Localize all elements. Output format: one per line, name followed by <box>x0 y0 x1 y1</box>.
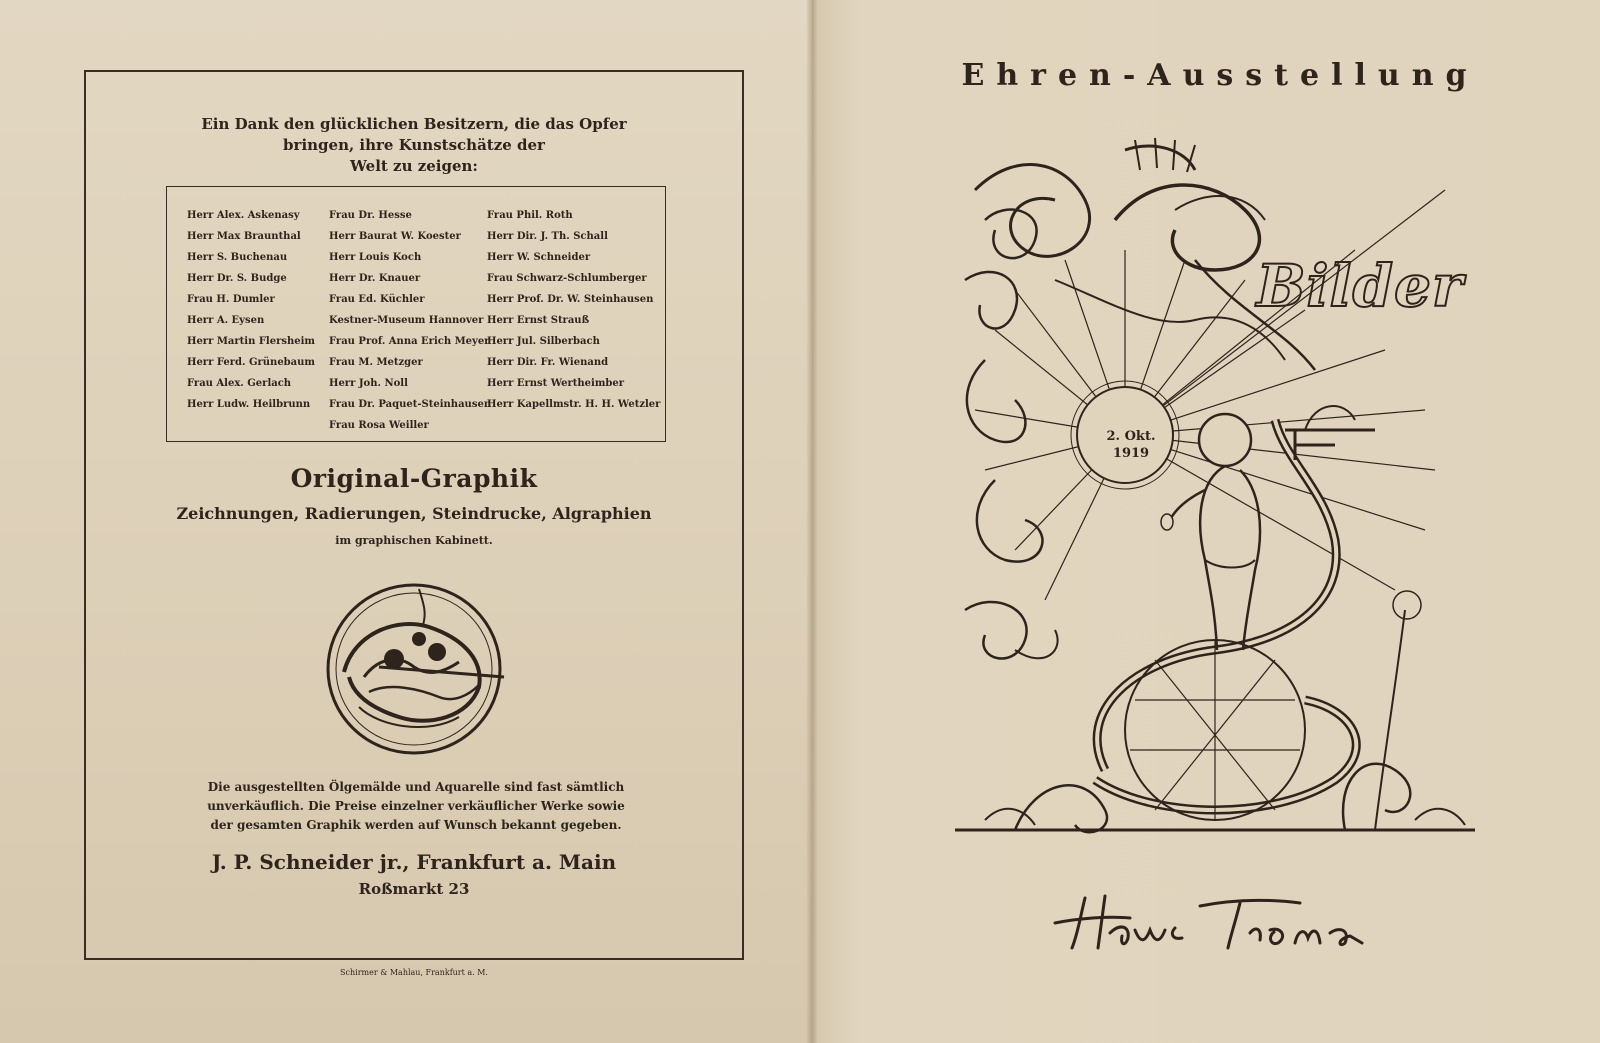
lender-name: Herr Kapellmstr. H. H. Wetzler <box>487 399 661 410</box>
lender-name: Herr Ludw. Heilbrunn <box>187 399 311 410</box>
lender-name: Herr Dir. Fr. Wienand <box>487 357 609 368</box>
lender-name: Frau Schwarz-Schlumberger <box>487 273 647 284</box>
page-fold <box>806 0 818 1043</box>
lenders-box <box>166 186 666 442</box>
thanks-line-2: bringen, ihre Kunstschätze der <box>283 136 545 154</box>
lender-name: Frau Phil. Roth <box>487 210 573 221</box>
lender-name: Herr Dr. Knauer <box>329 273 421 284</box>
graphics-location: im graphischen Kabinett. <box>335 534 493 547</box>
lender-name: Frau Rosa Weiller <box>329 420 429 431</box>
sun-date-day: 2. Okt. <box>1106 429 1156 444</box>
lender-name: Herr Jul. Silberbach <box>487 336 600 347</box>
lenders-column-3 <box>487 205 660 415</box>
lenders-column-2 <box>329 205 491 436</box>
lender-name: Herr S. Buchenau <box>187 252 288 263</box>
lender-name: Frau M. Metzger <box>329 357 423 368</box>
lender-name: Herr Louis Koch <box>329 252 422 263</box>
lender-name: Herr Max Braunthal <box>187 231 301 242</box>
woodcut-illustration <box>955 130 1475 850</box>
lender-name: Herr Joh. Noll <box>329 378 408 389</box>
thanks-line-3: Welt zu zeigen: <box>350 157 478 175</box>
graphics-subtitle: Zeichnungen, Radierungen, Steindrucke, Algraphien <box>176 504 652 523</box>
thanks-heading <box>86 114 742 177</box>
lender-name: Herr Dir. J. Th. Schall <box>487 231 608 242</box>
sun-date-year: 1919 <box>1112 446 1150 461</box>
lender-name: Frau Dr. Paquet-Steinhausen <box>329 399 492 410</box>
lender-name: Herr Alex. Askenasy <box>187 210 300 221</box>
note-line-3: der gesamten Graphik werden auf Wunsch bekannt gegeben. <box>210 818 622 832</box>
lenders-column-1 <box>187 205 315 415</box>
note-line-2: unverkäuflich. Die Preise einzelner verkäuflicher Werke sowie <box>207 799 625 813</box>
note-line-1: Die ausgestellten Ölgemälde und Aquarelle sind fast sämtlich <box>207 780 625 794</box>
lender-name: Herr Ernst Strauß <box>487 315 590 326</box>
firm-name: J. P. Schneider jr., Frankfurt a. Main <box>211 850 617 874</box>
lender-name: Herr Dr. S. Budge <box>187 273 287 284</box>
lender-name: Herr A. Eysen <box>187 315 265 326</box>
lender-name: Frau Dr. Hesse <box>329 210 412 221</box>
lender-name: Herr Ernst Wertheimber <box>487 378 625 389</box>
lender-name: Frau Prof. Anna Erich Meyer <box>329 336 490 347</box>
thanks-line-1: Ein Dank den glücklichen Besitzern, die das Opfer <box>201 115 627 133</box>
lender-name: Herr Martin Flersheim <box>187 336 315 347</box>
printer-imprint: Schirmer & Mahlau, Frankfurt a. M. <box>340 968 488 977</box>
lender-name: Frau Ed. Küchler <box>329 294 425 305</box>
lender-name: Frau Alex. Gerlach <box>187 378 292 389</box>
exhibition-title: Ehren-Ausstellung <box>961 58 1479 93</box>
left-page-frame <box>84 70 744 960</box>
lender-name: Herr Prof. Dr. W. Steinhausen <box>487 294 654 305</box>
sale-note <box>156 778 676 835</box>
bilder-lettering: Bilder <box>1256 252 1464 320</box>
lender-name: Herr Ferd. Grünebaum <box>187 357 316 368</box>
lender-name: Herr Baurat W. Koester <box>329 231 461 242</box>
firm-address: Roßmarkt 23 <box>358 880 470 898</box>
lender-name: Frau H. Dumler <box>187 294 275 305</box>
lender-name: Kestner-Museum Hannover <box>329 315 484 326</box>
lender-name: Herr W. Schneider <box>487 252 591 263</box>
circular-vignette-illustration <box>319 577 509 762</box>
graphics-title: Original-Graphik <box>290 464 538 493</box>
hans-thoma-signature <box>1050 888 1370 958</box>
sun-date <box>1093 428 1169 462</box>
